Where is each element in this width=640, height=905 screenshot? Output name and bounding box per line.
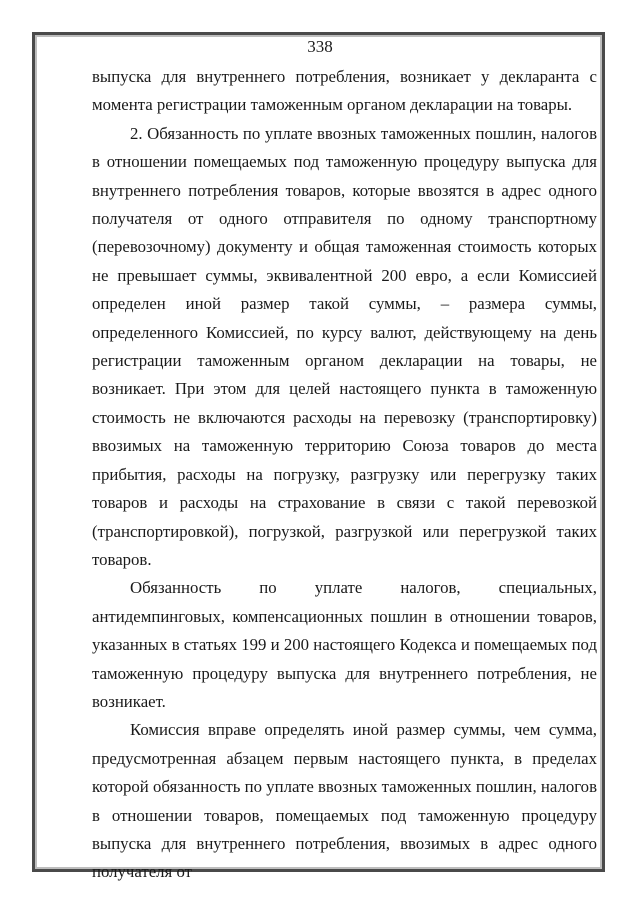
- paragraph-continuation: выпуска для внутреннего потребления, возникает у декларанта с момента регистрации таможенным органом декларации на товары.: [92, 67, 597, 115]
- paragraph-clause-2: 2. Обязанность по уплате ввозных таможенных пошлин, налогов в отношении помещаемых под таможенную процедуру выпуска для внутреннего потребления товаров, которые ввозятся в адрес одного получателя от одного отправителя по одному транспортному (перевозочному) документу и общая таможенная стоимость которых не превышает суммы, эквивалентной 200 евро, а если Комиссией определен иной размер такой суммы, – размера суммы, определенного Комиссией, по курсу валют, действующему на день регистрации таможенным органом декларации на товары, не возникает. При этом для целей настоящего пункта в таможенную стоимость не включаются расходы на перевозку (транспортировку) ввозимых на таможенную территорию Союза товаров до места прибытия, расходы на погрузку, разгрузку или перегрузку таких товаров и расходы на страхование в связи с такой перевозкой (транспортировкой), погрузкой, разгрузкой или перегрузкой таких товаров.: [92, 123, 597, 569]
- page-number: 338: [307, 37, 333, 56]
- paragraph-commission-authority: Комиссия вправе определять иной размер суммы, чем сумма, предусмотренная абзацем первым настоящего пункта, в пределах которой обязанность по уплате ввозных таможенных пошлин, налогов в отношении товаров, помещаемых под таможенную процедуру выпуска для внутреннего потребления, ввозимых в адрес одного получателя от: [92, 720, 597, 882]
- paragraph-taxes-exemption: Обязанность по уплате налогов, специальных, антидемпинговых, компенсационных пошлин в отношении товаров, указанных в статьях 199 и 200 настоящего Кодекса и помещаемых под таможенную процедуру выпуска для внутреннего потребления, не возникает.: [92, 578, 597, 711]
- document-body: [92, 63, 597, 887]
